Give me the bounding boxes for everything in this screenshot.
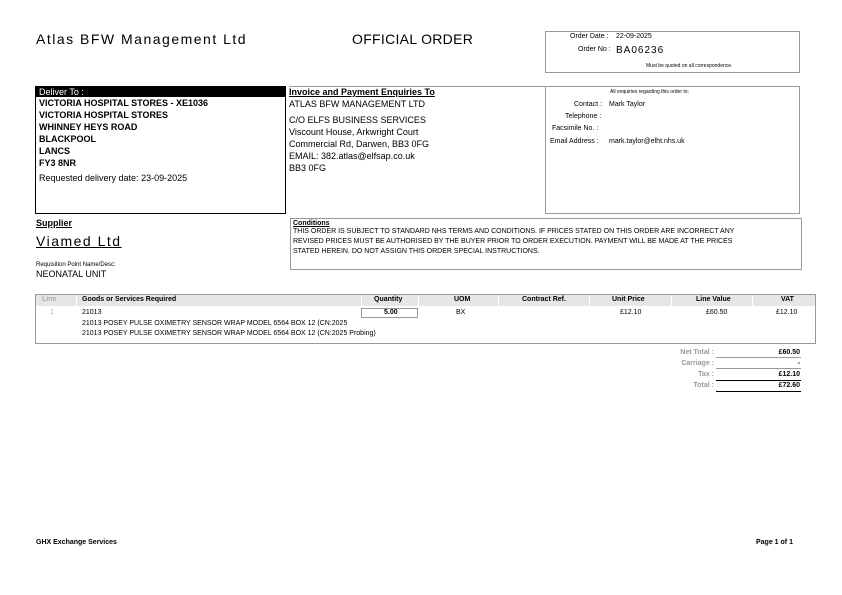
deliver-heading: Deliver To : xyxy=(36,87,285,97)
total-rule xyxy=(716,391,801,392)
order-info-box xyxy=(545,31,800,73)
col-uom: UOM xyxy=(454,296,471,303)
invoice-line: EMAIL: 382.atlas@elfsap.co.uk xyxy=(289,151,415,161)
total-label: Total : xyxy=(693,382,714,389)
conditions-heading: Conditions xyxy=(293,220,330,227)
total-value: £72.60 xyxy=(778,382,800,389)
table-header xyxy=(36,295,815,306)
col-line-value: Line Value xyxy=(696,296,731,303)
order-no: BA06236 xyxy=(616,45,665,56)
supplier-label: Supplier xyxy=(36,218,73,228)
invoice-line: Viscount House, Arkwright Court xyxy=(289,127,419,137)
row-vat: £12.10 xyxy=(776,309,798,316)
invoice-heading: Invoice and Payment Enquiries To xyxy=(289,87,435,97)
order-date-label: Order Date : xyxy=(570,33,609,40)
page-number: Page 1 of 1 xyxy=(756,539,793,546)
enquiries-heading: All enquiries regarding this order to: xyxy=(610,89,689,95)
requested-delivery-date: Requested delivery date: 23-09-2025 xyxy=(39,173,188,183)
document-title: OFFICIAL ORDER xyxy=(352,31,474,47)
row-uom: BX xyxy=(456,309,466,316)
invoice-enquiries-box xyxy=(289,86,545,214)
row-code: 21013 xyxy=(82,309,102,316)
conditions-line: THIS ORDER IS SUBJECT TO STANDARD NHS TERMS AND CONDITIONS. IF PRICES STATED ON THIS ORDER ARE INCORRECT ANY xyxy=(293,228,735,235)
supplier-name: Viamed Ltd xyxy=(36,233,122,249)
requisition-point-label: Requisition Point Name/Desc: xyxy=(36,262,116,268)
tax-label: Tax : xyxy=(698,371,714,378)
row-quantity: 5.00 xyxy=(384,309,398,316)
contact-label: Contact : xyxy=(574,101,603,108)
deliver-to-box xyxy=(35,86,286,214)
col-contract-ref: Contract Ref. xyxy=(522,296,566,303)
net-total-label: Net Total : xyxy=(680,349,714,356)
row-line-value: £60.50 xyxy=(706,309,728,316)
invoice-line: C/O ELFS BUSINESS SERVICES xyxy=(289,115,426,125)
tax-rule xyxy=(716,380,801,381)
conditions-box xyxy=(290,218,802,270)
net-total-value: £60.50 xyxy=(778,349,800,356)
fax-label: Facsimile No. : xyxy=(552,125,599,132)
email-value: mark.taylor@elht.nhs.uk xyxy=(609,138,685,145)
carriage-value: - xyxy=(797,360,800,367)
col-unit-price: Unit Price xyxy=(612,296,645,303)
order-no-label: Order No : xyxy=(578,46,611,53)
net-total-rule xyxy=(716,357,801,358)
row-line-number: 1 xyxy=(50,309,54,316)
order-enquiries-box xyxy=(545,86,800,214)
invoice-line: Commercial Rd, Darwen, BB3 0FG xyxy=(289,139,430,149)
deliver-line: FY3 8NR xyxy=(39,158,77,168)
col-line: Line xyxy=(42,296,57,303)
col-quantity: Quantity xyxy=(374,296,403,303)
order-note: Must be quoted on all correspondence. xyxy=(646,63,733,69)
tax-value: £12.10 xyxy=(778,371,800,378)
row-description-1: 21013 POSEY PULSE OXIMETRY SENSOR WRAP MODEL 6564 BOX 12 (CN:2025 xyxy=(82,320,348,327)
carriage-rule xyxy=(716,368,801,369)
invoice-line: BB3 0FG xyxy=(289,163,327,173)
order-date: 22-09-2025 xyxy=(616,33,652,40)
col-goods: Goods or Services Required xyxy=(82,296,177,303)
carriage-label: Carriage : xyxy=(681,360,714,367)
conditions-line: STATED HEREIN. DO NOT ASSIGN THIS ORDER SPECIAL INSTRUCTIONS. xyxy=(293,248,540,255)
requisition-point-value: NEONATAL UNIT xyxy=(36,269,107,279)
footer-left: GHX Exchange Services xyxy=(36,539,117,546)
deliver-line: WHINNEY HEYS ROAD xyxy=(39,122,138,132)
row-description-2: 21013 POSEY PULSE OXIMETRY SENSOR WRAP MODEL 6564 BOX 12 (CN:2025 Probing) xyxy=(82,330,376,337)
order-lines-table xyxy=(35,294,816,344)
conditions-line: REVISED PRICES MUST BE AUTHORISED BY THE BUYER PRIOR TO ORDER EXECUTION. PAYMENT WILL BE MADE AT THE PRICES xyxy=(293,238,733,245)
telephone-label: Telephone : xyxy=(565,113,602,120)
email-label: Email Address : xyxy=(550,138,599,145)
deliver-line: VICTORIA HOSPITAL STORES xyxy=(39,110,169,120)
deliver-line: BLACKPOOL xyxy=(39,134,96,144)
row-unit-price: £12.10 xyxy=(620,309,642,316)
col-vat: VAT xyxy=(781,296,794,303)
contact-value: Mark Taylor xyxy=(609,101,646,108)
invoice-line: ATLAS BFW MANAGEMENT LTD xyxy=(289,99,426,109)
deliver-line: LANCS xyxy=(39,146,70,156)
deliver-line: VICTORIA HOSPITAL STORES - XE1036 xyxy=(39,98,209,108)
company-name: Atlas BFW Management Ltd xyxy=(36,31,248,47)
